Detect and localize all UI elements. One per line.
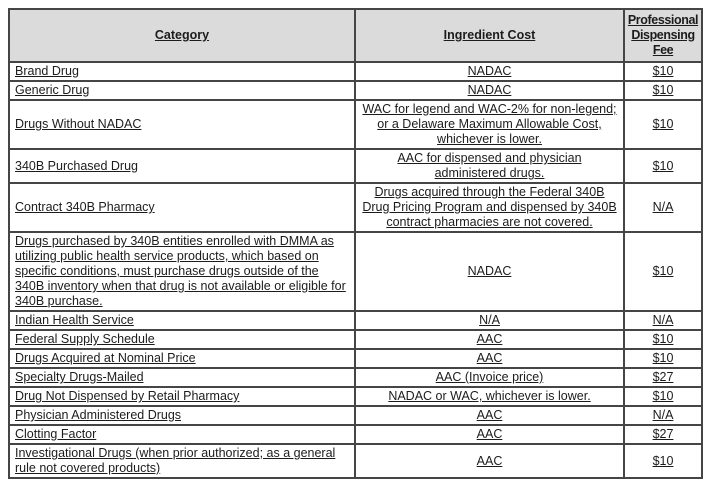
dispensing-fee-cell: $10 <box>624 149 702 183</box>
table-row <box>9 100 702 149</box>
table-row <box>9 444 702 478</box>
dispensing-fee-cell: N/A <box>624 183 702 232</box>
dispensing-fee-cell: $10 <box>624 330 702 349</box>
dispensing-fee-cell: $10 <box>624 232 702 311</box>
ingredient-cost-cell: AAC <box>355 330 624 349</box>
table-row <box>9 183 702 232</box>
dispensing-fee-cell: $10 <box>624 81 702 100</box>
ingredient-cost-cell: N/A <box>355 311 624 330</box>
table-row <box>9 387 702 406</box>
ingredient-cost-cell: AAC <box>355 406 624 425</box>
dispensing-fee-cell: N/A <box>624 406 702 425</box>
ingredient-cost-cell: NADAC <box>355 62 624 81</box>
ingredient-cost-cell: NADAC or WAC, whichever is lower. <box>355 387 624 406</box>
table-row <box>9 368 702 387</box>
category-cell: Federal Supply Schedule <box>9 330 355 349</box>
dispensing-fee-cell: $10 <box>624 444 702 478</box>
category-cell: Brand Drug <box>9 62 355 81</box>
header-row <box>9 9 702 62</box>
category-cell: Drugs purchased by 340B entities enrolled with DMMA as utilizing public health service products, which based on specific conditions, must purchase drugs outside of the 340B inventory when that drug is not available or eligible for 340B purchase. <box>9 232 355 311</box>
ingredient-cost-cell: NADAC <box>355 232 624 311</box>
ingredient-cost-cell: Drugs acquired through the Federal 340B Drug Pricing Program and dispensed by 340B contract pharmacies are not covered. <box>355 183 624 232</box>
dispensing-fee-cell: $27 <box>624 368 702 387</box>
dispensing-fee-cell: N/A <box>624 311 702 330</box>
ingredient-cost-cell: AAC for dispensed and physician administered drugs. <box>355 149 624 183</box>
table-row <box>9 232 702 311</box>
ingredient-cost-cell: AAC <box>355 444 624 478</box>
table-row <box>9 62 702 81</box>
table-row <box>9 406 702 425</box>
column-header: Category <box>9 9 355 62</box>
category-cell: Drugs Acquired at Nominal Price <box>9 349 355 368</box>
category-cell: Contract 340B Pharmacy <box>9 183 355 232</box>
category-cell: Investigational Drugs (when prior authorized; as a general rule not covered products) <box>9 444 355 478</box>
dispensing-fee-cell: $10 <box>624 100 702 149</box>
category-cell: Drugs Without NADAC <box>9 100 355 149</box>
dispensing-fee-cell: $27 <box>624 425 702 444</box>
ingredient-cost-cell: AAC <box>355 425 624 444</box>
category-cell: 340B Purchased Drug <box>9 149 355 183</box>
ingredient-cost-cell: AAC (Invoice price) <box>355 368 624 387</box>
category-cell: Physician Administered Drugs <box>9 406 355 425</box>
ingredient-cost-cell: AAC <box>355 349 624 368</box>
dispensing-fee-cell: $10 <box>624 349 702 368</box>
table-row <box>9 81 702 100</box>
ingredient-cost-cell: NADAC <box>355 81 624 100</box>
category-cell: Drug Not Dispensed by Retail Pharmacy <box>9 387 355 406</box>
table-row <box>9 425 702 444</box>
column-header: Professional Dispensing Fee <box>624 9 702 62</box>
reimbursement-table <box>8 8 703 479</box>
table-row <box>9 349 702 368</box>
column-header: Ingredient Cost <box>355 9 624 62</box>
table-row <box>9 149 702 183</box>
category-cell: Indian Health Service <box>9 311 355 330</box>
category-cell: Specialty Drugs-Mailed <box>9 368 355 387</box>
table-row <box>9 311 702 330</box>
table-row <box>9 330 702 349</box>
ingredient-cost-cell: WAC for legend and WAC-2% for non-legend; or a Delaware Maximum Allowable Cost, whichever is lower. <box>355 100 624 149</box>
dispensing-fee-cell: $10 <box>624 62 702 81</box>
category-cell: Clotting Factor <box>9 425 355 444</box>
dispensing-fee-cell: $10 <box>624 387 702 406</box>
category-cell: Generic Drug <box>9 81 355 100</box>
table-body <box>9 62 702 478</box>
table-header <box>9 9 702 62</box>
